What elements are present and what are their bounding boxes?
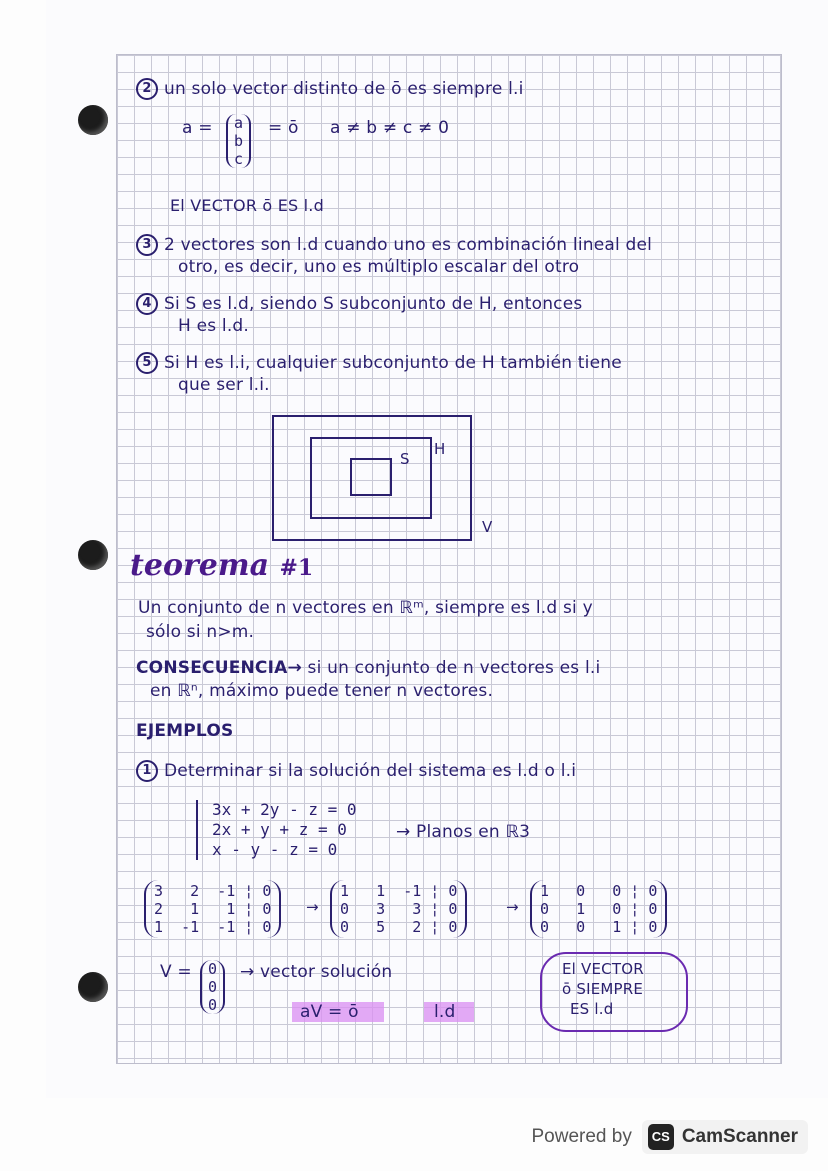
binder-hole: [78, 105, 108, 135]
p2-eq: = ō: [268, 118, 299, 138]
cloud-line2: ō SIEMPRE: [562, 980, 644, 998]
matrix-reduced: 1 0 0 ¦ 0 0 1 0 ¦ 0 0 0 1 ¦ 0: [530, 880, 667, 938]
camscanner-badge: [642, 1120, 808, 1154]
label-V: V: [482, 518, 493, 536]
p2-conclusion: El VECTOR ō ES l.d: [170, 196, 324, 215]
matrix-original: 3 2 -1 ¦ 0 2 1 1 ¦ 0 1 -1 -1 ¦ 0: [144, 880, 281, 938]
p2-vector: a b c: [226, 114, 251, 168]
system-note: → Planos en ℝ3: [396, 822, 531, 842]
label-H: H: [434, 440, 446, 458]
solution-label: → vector solución: [240, 962, 393, 982]
example-1: 1 Determinar si la solución del sistema es l.d o l.i: [136, 760, 576, 782]
theorem-line2: sólo si n>m.: [146, 622, 255, 642]
brand-text: CamScanner: [681, 1126, 798, 1147]
property-3-line2: otro, es decir, uno es múltiplo escalar del otro: [178, 257, 580, 277]
examples-heading: EJEMPLOS: [136, 721, 234, 741]
binder-hole: [78, 972, 108, 1002]
property-2-text: un solo vector distinto de ō es siempre l.i: [164, 79, 524, 99]
solution-eq: aV = ō: [300, 1002, 359, 1022]
theorem-line1: Un conjunto de n vectores en ℝᵐ, siempre es l.d si y: [138, 598, 593, 618]
label-S: S: [400, 450, 410, 468]
p2-cond: a ≠ b ≠ c ≠ 0: [330, 118, 450, 138]
property-5: 5 Si H es l.i, cualquier subconjunto de H también tiene: [136, 352, 622, 374]
p2-lhs: a =: [182, 118, 213, 138]
camscanner-watermark: [531, 1116, 808, 1158]
camscanner-logo-icon: CS: [648, 1124, 674, 1150]
theorem-title: teorema #1: [130, 548, 314, 583]
matrix-step: 1 1 -1 ¦ 0 0 3 3 ¦ 0 0 5 2 ¦ 0: [330, 880, 467, 938]
set-S-box: [350, 458, 392, 496]
solution-v: V =: [160, 962, 192, 982]
consecuencia: CONSECUENCIA→ si un conjunto de n vectores es l.i: [136, 658, 601, 678]
solution-vector: 0 0 0: [200, 960, 225, 1014]
binder-hole: [78, 540, 108, 570]
property-4: 4 Si S es l.d, siendo S subconjunto de H, entonces: [136, 293, 582, 315]
arrow-1: →: [306, 898, 319, 916]
solution-ld: l.d: [434, 1002, 456, 1022]
number-badge: 2: [136, 78, 158, 100]
arrow-2: →: [506, 898, 519, 916]
property-4-line2: H es l.d.: [178, 316, 250, 336]
powered-by-text: Powered by: [531, 1126, 632, 1147]
property-3: 3 2 vectores son l.d cuando uno es combinación lineal del: [136, 234, 652, 256]
property-5-line2: que ser l.i.: [178, 375, 270, 395]
cloud-line1: El VECTOR: [562, 960, 644, 978]
consecuencia-line2: en ℝⁿ, máximo puede tener n vectores.: [150, 681, 494, 701]
cloud-line3: ES l.d: [570, 1000, 614, 1018]
property-2: [136, 78, 524, 100]
equation-system: 3x + 2y - z = 0 2x + y + z = 0 x - y - z = 0: [196, 800, 357, 860]
